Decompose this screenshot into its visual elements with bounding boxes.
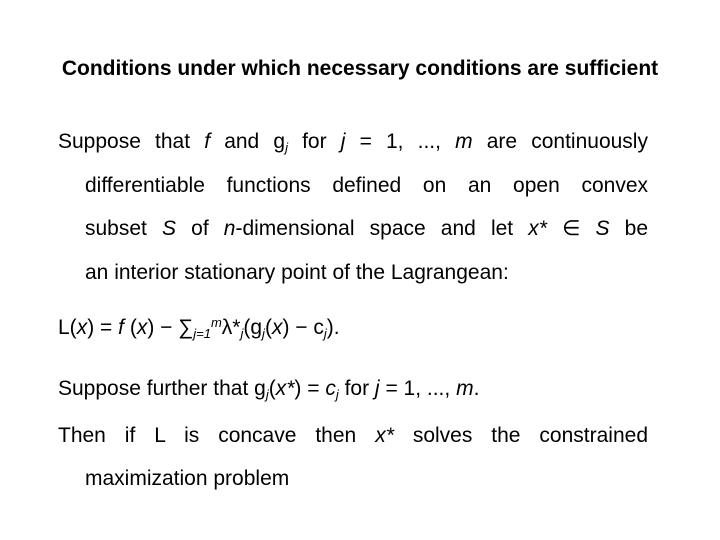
var-m: m [455,130,473,153]
paragraph-2: Suppose further that $g_j(x*) = c_j$ for j = 1, ..., m. [58,377,480,402]
paragraph-3-line-2: maximization problem [85,467,290,490]
paragraph-1-line-4: an interior stationary point of the Lagrangean: [85,261,509,284]
slide-title: Conditions under which necessary conditions are sufficient [61,57,659,80]
text: are continuously [486,130,648,153]
text: = 1, ..., [359,130,441,153]
var-f: f [204,130,211,153]
paragraph-1-line-3: subset S of n-dimensional space and let x* ∈ S be [85,217,648,240]
lagrangean-formula: L(x) = f $(x) - \sum_{j=1}^m\lambda*_j(g_j(x) - c_j)$. [58,315,340,341]
text: Suppose that [58,130,191,153]
paragraph-1-line-2: differentiable functions defined on an open convex [85,174,648,197]
text: and $g_j$ [224,130,288,155]
paragraph-1-line-1 [58,130,648,154]
text: for [302,130,327,153]
paragraph-3-line-1: Then if L is concave then x* solves the constrained [58,424,648,447]
var-j: j [340,130,346,153]
